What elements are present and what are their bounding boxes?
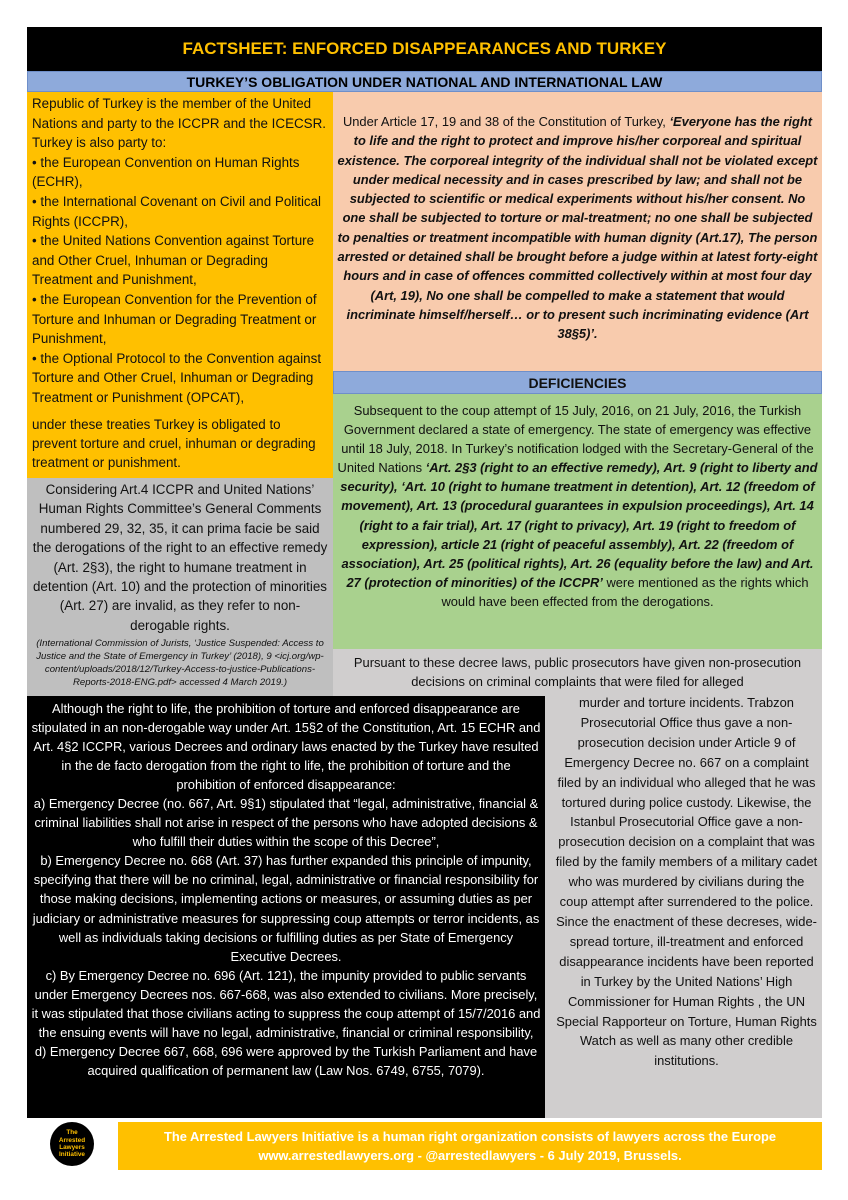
parties-intro: Republic of Turkey is the member of the United Nations and party to the ICCPR and the ICECSR. Turkey is also party to:	[32, 96, 326, 151]
decrees-panel	[27, 696, 545, 1118]
footer-banner	[118, 1122, 822, 1170]
page-title	[27, 27, 822, 71]
decree-a: a) Emergency Decree (no. 667, Art. 9§1) stipulated that “legal, administrative, financial & criminal liabilities shall not arise in respect of the persons who have adopted decisions & who fulfill their duties within the scope of this Decree”,	[33, 796, 539, 850]
prosecution-side-text: murder and torture incidents. Trabzon Prosecutorial Office thus gave a non-prosecution decision under Article 9 of Emergency Decree no. 667 on a complaint filed by an individual who alleged that he was tortured during police custody. Likewise, the Istanbul Prosecutorial Office gave a non-prosecution decision on a complaint that was filed by the family members of a military cadet who was murdered by civilians during the coup attempt after surrendered to the police. Since the enactment of these decreses, wide-spread torture, ill-treatment and enforced disappearance incidents have been reported in Turkey by the United Nations’ High Commissioner for Human Rights , the UN Special Rapporteur on Torture, Human Rights Watch as well as many other credible institutions.	[555, 695, 818, 1069]
logo-line: Arrested	[58, 1136, 86, 1144]
parties-outro: under these treaties Turkey is obligated to prevent torture and cruel, inhuman or degrading treatment or punishment.	[32, 416, 316, 470]
prosecution-top-text: Pursuant to these decree laws, public prosecutors have given non-prosecution decisions on criminal complaints that were filed for alleged	[353, 655, 802, 690]
footer-line: The Arrested Lawyers Initiative is a human right organization consists of lawyers across the Europe	[164, 1129, 776, 1144]
arrested-lawyers-logo	[50, 1122, 94, 1166]
decree-b: b) Emergency Decree no. 668 (Art. 37) has further expanded this principle of impunity, specifying that there will be no criminal, legal, administrative or financial responsibility for those making decisions, implementing actions or measures, or assuming duties as per judiciary or administrative measures for suppressing coup attempts or terror incidents, as well as individuals taking decisions or fulfilling duties as per State of Emergency Executive Decrees.	[32, 853, 540, 964]
logo-line: Initiative	[59, 1151, 85, 1159]
treaty-parties-panel	[27, 92, 333, 478]
derogation-citation: (International Commission of Jurists, ‘Justice Suspended: Access to Justice and the State of Emergency in Turkey’ (2018), 9 <icj.org/wp-content/uploads/2018/12/Turkey-Access-to-justice-Publications-Reports-2018-ENG.pdf> accessed 4 March 2019.)	[36, 638, 324, 688]
constitution-panel	[333, 92, 822, 371]
derogation-panel	[27, 478, 333, 696]
parties-item: • the United Nations Convention against Torture and Other Cruel, Inhuman or Degrading Treatment and Punishment,	[32, 233, 315, 288]
decree-c: c) By Emergency Decree no. 696 (Art. 121), the impunity provided to public servants under Emergency Decrees nos. 667-668, was also extended to civilians. More precisely, it was stipulated that those civilians acting to suppress the coup attempt of 15/7/2016 and the ensuing events will have no legal, administrative, financial or criminal responsibility,	[31, 967, 541, 1040]
constitution-quote: ‘Everyone has the right to life and the right to protect and improve his/her corporeal and spiritual existence. The corporeal integrity of the individual shall not be violated except under medical necessity and in cases prescribed by law; and shall not be subjected to scientific or medical experiments without his/her consent. No one shall be subjected to torture or mal-treatment; no one shall be subjected to penalties or treatment incompatible with human dignity (Art.17), The person arrested or detained shall be brought before a judge within at latest forty-eight hours and in case of offences committed collectively within at most four day (Art, 19), No one shall be compelled to make a statement that would incriminate himself/herself… or to present such incriminating evidence (Art 38§5)’.	[337, 114, 818, 342]
footer-line: www.arrestedlawyers.org - @arrestedlawyers - 6 July 2019, Brussels.	[258, 1148, 682, 1163]
title-text: FACTSHEET: ENFORCED DISAPPEARANCES AND TURKEY	[182, 39, 667, 58]
deficiencies-panel	[333, 394, 822, 649]
deficiencies-heading	[333, 371, 822, 394]
deficiencies-tail: were mentioned as the rights which would have been effected from the derogations.	[441, 574, 809, 609]
constitution-lead: Under Article 17, 19 and 38 of the Constitution of Turkey,	[342, 114, 670, 129]
logo-line: The	[66, 1129, 78, 1137]
deficiencies-heading-text: DEFICIENCIES	[528, 374, 627, 391]
parties-item: • the European Convention on Human Rights (ECHR),	[32, 154, 300, 190]
obligation-heading	[27, 71, 822, 92]
deficiencies-articles: ‘Art. 2§3 (right to an effective remedy), Art. 9 (right to liberty and security), ‘Art. 10 (right to humane treatment in detention), Art. 12 (freedom of movement), Art. 13 (procedural guarantees in expulsion proceedings), Art. 14 (right to a fair trial), Art. 17 (right to privacy), Art. 19 (right to freedom of expression), article 21 (right of peaceful assembly), Art. 22 (freedom of association), Art. 25 (political rights), Art. 26 (equality before the law) and Art. 27 (protection of minorities) of the ICCPR’	[340, 460, 818, 590]
parties-item: • the Optional Protocol to the Convention against Torture and Other Cruel, Inhuman or Degrading Treatment or Punishment (OPCAT),	[32, 350, 322, 405]
parties-item: • the International Covenant on Civil and Political Rights (ICCPR),	[32, 193, 322, 229]
obligation-heading-text: TURKEY’S OBLIGATION UNDER NATIONAL AND INTERNATIONAL LAW	[186, 73, 663, 90]
decrees-intro: Although the right to life, the prohibition of torture and enforced disappearance are stipulated in an non-derogable way under Art. 15§2 of the Constitution, Art. 15 ECHR and Art. 4§2 ICCPR, various Decrees and ordinary laws enacted by the Turkey have resulted in the de facto derogation from the right to life, the prohibition of torture and the prohibition of enforced disappearance:	[31, 701, 541, 793]
parties-item: • the European Convention for the Prevention of Torture and Inhuman or Degrading Treatment or Punishment,	[32, 291, 317, 347]
logo-line: Lawyers	[59, 1144, 85, 1151]
deficiencies-lead: Subsequent to the coup attempt of 15 July, 2016, on 21 July, 2016, the Turkish Government declared a state of emergency. The state of emergency was effective until 18 July, 2018. In Turkey’s notification lodged with the Secretary-General of the United Nations	[337, 403, 814, 476]
decree-d: d) Emergency Decree 667, 668, 696 were approved by the Turkish Parliament and have acquired qualification of permanent law (Law Nos. 6749, 6755, 7079).	[34, 1043, 538, 1078]
derogation-text: Considering Art.4 ICCPR and United Nations’ Human Rights Committee’s General Comments numbered 29, 32, 35, it can prima facie be said the derogations of the right to an effective remedy (Art. 2§3), the right to humane treatment in detention (Art. 10) and the protection of minorities (Art. 27) are invalid, as they refer to non-derogable rights.	[32, 482, 328, 633]
